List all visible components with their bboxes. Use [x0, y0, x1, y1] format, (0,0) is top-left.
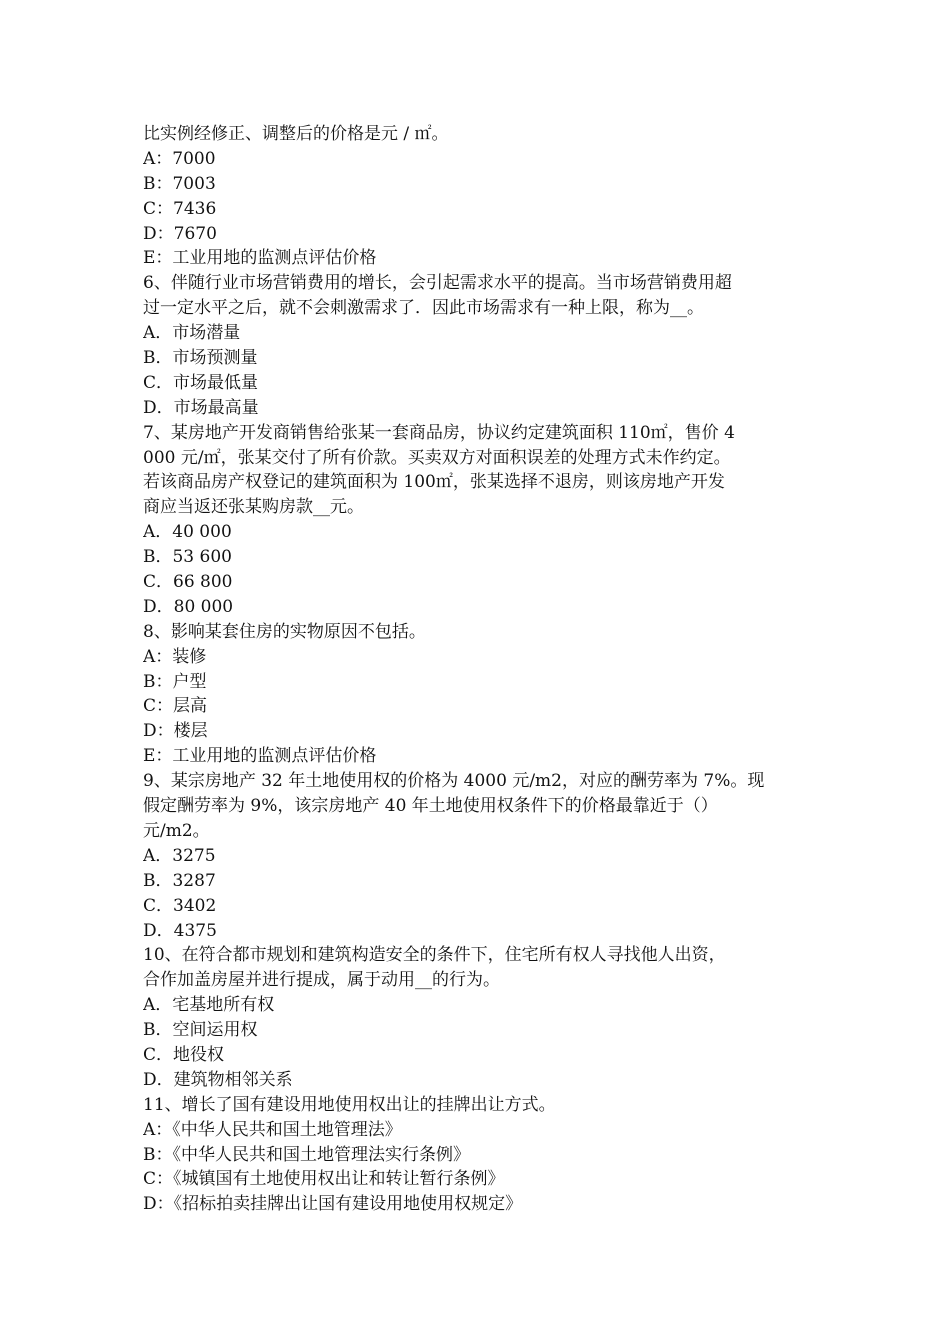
option-line: E：工业用地的监测点评估价格 [143, 248, 377, 269]
option-line: A．宅基地所有权 [143, 995, 275, 1016]
option-line: A：7000 [143, 148, 216, 169]
question-line: 10、在符合都市规划和建筑构造安全的条件下，住宅所有权人寻找他人出资， [143, 945, 726, 966]
question-line: 000 元/㎡，张某交付了所有价款。买卖双方对面积误差的处理方式未作约定。 [143, 447, 731, 468]
option-line: D：楼层 [143, 721, 208, 742]
option-line: D．市场最高量 [143, 397, 259, 418]
question-line: 元/m2。 [143, 820, 210, 841]
option-line: A．40 000 [143, 522, 232, 543]
question-line: 合作加盖房屋并进行提成，属于动用__的行为。 [143, 970, 500, 991]
question-line: 若该商品房产权登记的建筑面积为 100㎡，张某选择不退房，则该房地产开发 [143, 472, 725, 493]
option-line: A．市场潜量 [143, 323, 241, 344]
option-line: C：层高 [143, 696, 208, 717]
option-line: C．3402 [143, 895, 217, 916]
option-line: A：装修 [143, 646, 207, 667]
document-body [143, 122, 813, 1217]
text-line: 比实例经修正、调整后的价格是元 / ㎡。 [143, 124, 449, 144]
option-line: E：工业用地的监测点评估价格 [143, 746, 377, 767]
option-line: B．市场预测量 [143, 348, 258, 369]
option-line: A．3275 [143, 845, 216, 866]
question-line: 商应当返还张某购房款__元。 [143, 497, 364, 518]
question-line: 9、某宗房地产 32 年土地使用权的价格为 4000 元/m2，对应的酬劳率为 7%。现 [143, 771, 765, 792]
option-line: B．空间运用权 [143, 1020, 258, 1041]
question-line: 假定酬劳率为 9%，该宗房地产 40 年土地使用权条件下的价格最靠近于（） [143, 796, 718, 817]
question-line: 11、增长了国有建设用地使用权出让的挂牌出让方式。 [143, 1094, 556, 1115]
option-line: D．80 000 [143, 596, 234, 617]
option-line: C．地役权 [143, 1044, 225, 1065]
question-line: 6、伴随行业市场营销费用的增长，会引起需求水平的提高。当市场营销费用超 [143, 273, 732, 294]
option-line: C：7436 [143, 198, 217, 219]
option-line: D．4375 [143, 920, 217, 941]
option-line: B：户型 [143, 671, 207, 692]
option-line: D．建筑物相邻关系 [143, 1069, 293, 1090]
option-line: C：《城镇国有土地使用权出让和转让暂行条例》 [143, 1169, 505, 1190]
option-line: B：《中华人民共和国土地管理法实行条例》 [143, 1144, 470, 1165]
option-line: B．53 600 [143, 547, 232, 568]
question-line: 8、影响某套住房的实物原因不包括。 [143, 621, 426, 642]
option-line: B：7003 [143, 173, 216, 194]
option-line: A：《中华人民共和国土地管理法》 [143, 1119, 402, 1140]
question-line: 过一定水平之后，就不会刺激需求了．因此市场需求有一种上限，称为__。 [143, 298, 704, 319]
question-line: 7、某房地产开发商销售给张某一套商品房，协议约定建筑面积 110㎡，售价 4 [143, 422, 735, 443]
option-line: D：7670 [143, 223, 217, 244]
option-line: B．3287 [143, 870, 216, 891]
option-line: D：《招标拍卖挂牌出让国有建设用地使用权规定》 [143, 1194, 523, 1215]
option-line: C．66 800 [143, 572, 233, 593]
option-line: C．市场最低量 [143, 372, 259, 393]
